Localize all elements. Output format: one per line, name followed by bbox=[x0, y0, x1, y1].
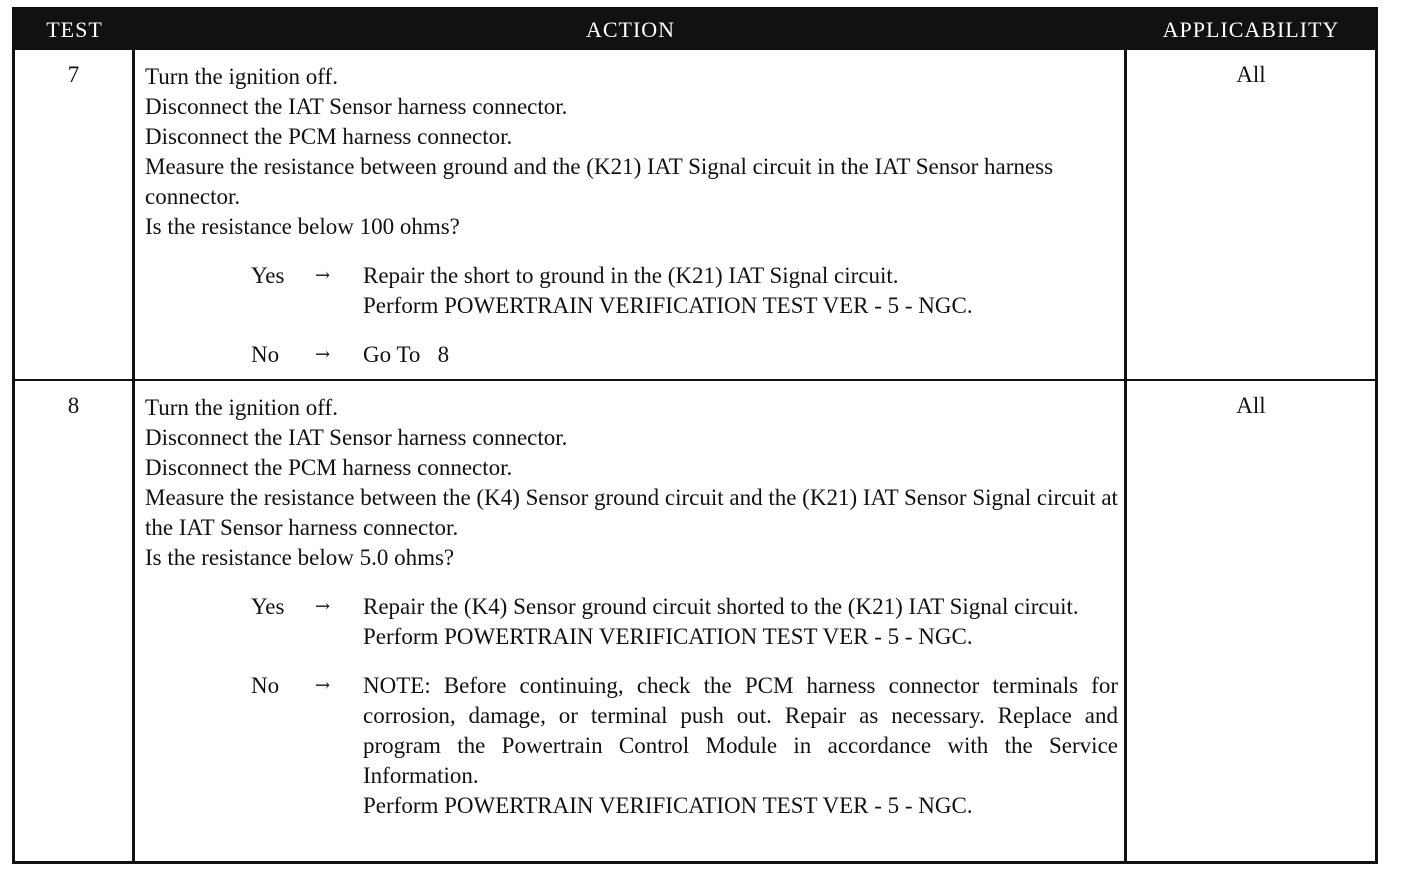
action-step: Measure the resistance between the (K4) Sensor ground circuit and the (K21) IAT Sensor Signal circuit at the IAT Sensor harness connector. bbox=[145, 485, 1118, 540]
action-cell bbox=[145, 393, 1118, 821]
test-number: 7 bbox=[67, 62, 80, 87]
answer-body bbox=[363, 592, 1118, 652]
action-step: Disconnect the IAT Sensor harness connector. bbox=[145, 425, 568, 450]
answer-line: Perform POWERTRAIN VERIFICATION TEST VER - 5 - NGC. bbox=[363, 793, 973, 818]
table-row bbox=[15, 381, 1375, 861]
answer-body bbox=[363, 671, 1118, 821]
table-row bbox=[15, 50, 1375, 379]
answer-label: Yes bbox=[251, 594, 285, 619]
answer-line: NOTE: Before continuing, check the PCM harness connector terminals for corrosion, damage, or terminal push out. Repair as necessary. Replace and program the Powertrain Control Module in accordance with the Service Information. bbox=[363, 673, 1118, 788]
table-header bbox=[15, 10, 1375, 50]
answer-label: No bbox=[251, 342, 280, 367]
action-step: Disconnect the PCM harness connector. bbox=[145, 124, 513, 149]
answer-line: Perform POWERTRAIN VERIFICATION TEST VER - 5 - NGC. bbox=[363, 293, 973, 318]
answer-list bbox=[145, 261, 1118, 370]
header-action: ACTION bbox=[585, 17, 676, 42]
action-question: Is the resistance below 100 ohms? bbox=[145, 214, 460, 239]
answer-line: Repair the (K4) Sensor ground circuit shorted to the (K21) IAT Signal circuit. bbox=[363, 594, 1079, 619]
diagnostic-test-table bbox=[12, 7, 1378, 864]
answer-body bbox=[363, 261, 1118, 321]
answer-yes bbox=[145, 261, 1118, 321]
action-step: Disconnect the IAT Sensor harness connector. bbox=[145, 94, 568, 119]
action-step: Measure the resistance between ground and the (K21) IAT Signal circuit in the IAT Sensor harness connector. bbox=[145, 154, 1054, 209]
answer-label: Yes bbox=[251, 263, 285, 288]
answer-label: No bbox=[251, 673, 280, 698]
test-number: 8 bbox=[67, 393, 80, 418]
action-step: Turn the ignition off. bbox=[145, 64, 338, 89]
answer-body bbox=[363, 340, 1118, 370]
right-arrow-icon: → bbox=[315, 596, 331, 617]
action-question: Is the resistance below 5.0 ohms? bbox=[145, 545, 455, 570]
action-step: Disconnect the PCM harness connector. bbox=[145, 455, 513, 480]
header-applicability: APPLICABILITY bbox=[1162, 17, 1340, 42]
header-test: TEST bbox=[46, 17, 103, 42]
action-steps bbox=[145, 62, 1118, 242]
answer-line: Go To 8 bbox=[363, 342, 450, 367]
answer-no bbox=[145, 340, 1118, 370]
answer-no bbox=[145, 671, 1118, 821]
right-arrow-icon: → bbox=[315, 265, 331, 286]
action-step: Turn the ignition off. bbox=[145, 395, 338, 420]
answer-line: Perform POWERTRAIN VERIFICATION TEST VER - 5 - NGC. bbox=[363, 624, 973, 649]
action-steps bbox=[145, 393, 1118, 573]
answer-yes bbox=[145, 592, 1118, 652]
applicability-value: All bbox=[1236, 393, 1266, 418]
answer-line: Repair the short to ground in the (K21) IAT Signal circuit. bbox=[363, 263, 899, 288]
right-arrow-icon: → bbox=[315, 344, 331, 365]
answer-list bbox=[145, 592, 1118, 821]
applicability-value: All bbox=[1236, 62, 1266, 87]
action-cell bbox=[145, 62, 1118, 370]
right-arrow-icon: → bbox=[315, 675, 331, 696]
